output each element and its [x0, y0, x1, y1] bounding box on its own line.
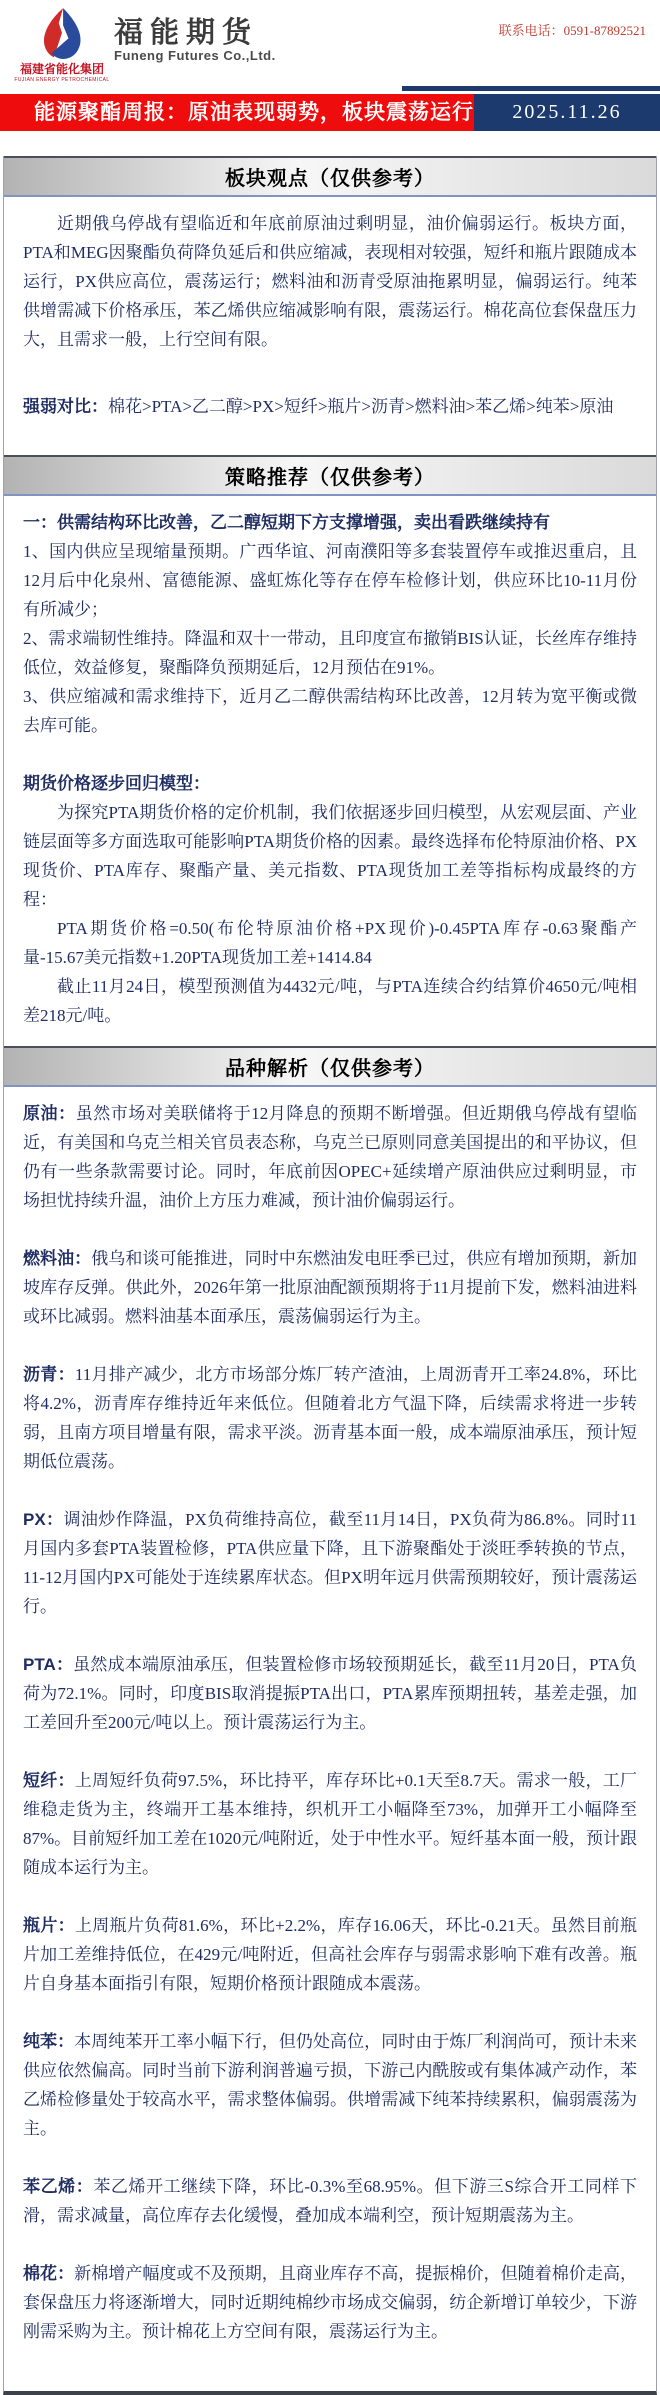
section-title-variety: 品种解析（仅供参考）: [4, 1046, 656, 1087]
variety-item-px: [23, 1505, 637, 1621]
variety-label: 短纤：: [23, 1771, 75, 1790]
variety-label: 瓶片：: [23, 1916, 75, 1935]
strength-label: 强弱对比：: [23, 397, 108, 416]
company-logo: [0, 0, 660, 83]
strategy-point-1: 1、国内供应呈现缩量预期。广西华谊、河南濮阳等多套装置停车或推迟重启，且12月后中化泉州、富德能源、盛虹炼化等存在停车检修计划，供应环比10-11月份有所减少；: [23, 542, 637, 619]
report-header: [0, 0, 660, 86]
group-name-en: FUJIAN ENERGY PETROCHEMICAL: [14, 77, 110, 83]
model-intro: 为探究PTA期货价格的定价机制，我们依据逐步回归模型，从宏观层面、产业链层面等多方面选取可能影响PTA期货价格的因素。最终选择布伦特原油价格、PX现货价、PTA库存、聚酯产量、美元指数、PTA现货加工差等指标构成最终的方程：: [23, 803, 637, 909]
report-body: [3, 156, 657, 2395]
company-name-block: [114, 6, 276, 63]
variety-label: PX：: [23, 1510, 64, 1529]
variety-label: 沥青：: [23, 1365, 75, 1384]
variety-item-cotton: [23, 2259, 637, 2346]
contact-phone: 联系电话：0591-87892521: [498, 23, 646, 38]
report-title: 能源聚酯周报：原油表现弱势，板块震荡运行: [0, 94, 474, 131]
board-view-paragraph: 近期俄乌停战有望临近和年底前原油过剩明显，油价偏弱运行。板块方面，PTA和MEG因聚酯负荷降负延后和供应缩减，表现相对较强，短纤和瓶片跟随成本运行，PX供应高位，震荡运行；燃料油和沥青受原油拖累明显，偏弱运行。纯苯供增需减下价格承压，苯乙烯供应缩减影响有限，震荡运行。棉花高位套保盘压力大，且需求一般，上行空间有限。: [23, 214, 637, 349]
company-name-en: Funeng Futures Co.,Ltd.: [114, 48, 276, 63]
variety-item-styrene: [23, 2172, 637, 2230]
variety-label: 燃料油：: [23, 1249, 92, 1268]
flame-n-icon: [35, 6, 89, 62]
variety-text: 虽然成本端原油承压，但装置检修市场较预期延长，截至11月20日，PTA负荷为72.1%。同时，印度BIS取消提振PTA出口，PTA累库预期扭转，基差走强，加工差回升至200元/吨以上。预计震荡运行为主。: [23, 1655, 637, 1732]
spacer: [0, 131, 660, 156]
strength-comparison: [23, 392, 637, 421]
strength-value: 棉花>PTA>乙二醇>PX>短纤>瓶片>沥青>燃料油>苯乙烯>纯苯>原油: [108, 397, 614, 416]
variety-item-short-fiber: [23, 1766, 637, 1882]
title-banner: [0, 94, 660, 131]
variety-item-benzene: [23, 2027, 637, 2143]
variety-text: 11月排产减少，北方市场部分炼厂转产渣油，上周沥青开工率24.8%，环比将4.2%，沥青库存维持近年来低位。但随着北方气温下降，后续需求将进一步转弱，且南方项目增量有限，需求平淡。沥青基本面一般，成本端原油承压，预计短期低位震荡。: [23, 1365, 638, 1471]
company-name: 福能期货: [114, 17, 259, 49]
strategy-heading: 一：供需结构环比改善，乙二醇短期下方支撑增强，卖出看跌继续持有: [23, 513, 550, 532]
variety-item-crude-oil: [23, 1099, 637, 1215]
variety-label: PTA：: [23, 1655, 74, 1674]
section-variety: [4, 1087, 656, 2391]
logo-block: [16, 6, 108, 83]
variety-text: 上周瓶片负荷81.6%，环比+2.2%，库存16.06天，环比-0.21天。虽然目前瓶片加工差维持低位，在429元/吨附近，但高社会库存与弱需求影响下难有改善。瓶片自身基本面指引有限，短期价格预计跟随成本震荡。: [23, 1916, 638, 1993]
strategy-point-3: 3、供应缩减和需求维持下，近月乙二醇供需结构环比改善，12月转为宽平衡或微去库可能。: [23, 687, 637, 735]
variety-text: 调油炒作降温，PX负荷维持高位，截至11月14日，PX负荷为86.8%。同时11月国内多套PTA装置检修，PTA供应量下降，且下游聚酯处于淡旺季转换的节点，11-12月国内PX可能处于连续累库状态。但PX明年远月供需预期较好，预计震荡运行。: [23, 1510, 637, 1616]
model-heading: 期货价格逐步回归模型：: [23, 774, 210, 793]
section-board-view: [4, 197, 656, 455]
variety-text: 虽然市场对美联储将于12月降息的预期不断增强。但近期俄乌停战有望临近，有美国和乌克兰相关官员表态称，乌克兰已原则同意美国提出的和平协议，但仍有一些条款需要讨论。同时，年底前因OPEC+延续增产原油供应过剩明显，市场担忧持续升温，油价上方压力难减，预计油价偏弱运行。: [23, 1104, 638, 1210]
variety-item-fuel-oil: [23, 1244, 637, 1331]
model-result: 截止11月24日，模型预测值为4432元/吨，与PTA连续合约结算价4650元/吨相差218元/吨。: [23, 977, 637, 1025]
variety-label: 原油：: [23, 1104, 76, 1123]
report-date: 2025.11.26: [474, 94, 660, 131]
section-title-strategy: 策略推荐（仅供参考）: [4, 455, 656, 496]
variety-text: 上周短纤负荷97.5%，环比持平，库存环比+0.1天至8.7天。需求一般，工厂维稳走货为主，终端开工基本维持，织机开工小幅降至73%，加弹开工小幅降至87%。目前短纤加工差在1020元/吨附近，处于中性水平。短纤基本面一般，预计跟随成本运行为主。: [23, 1771, 637, 1877]
variety-item-bottle-chip: [23, 1911, 637, 1998]
variety-item-bitumen: [23, 1360, 637, 1476]
variety-text: 俄乌和谈可能推进，同时中东燃油发电旺季已过，供应有增加预期，新加坡库存反弹。供此外，2026年第一批原油配额预期将于11月提前下发，燃料油进料或环比减弱。燃料油基本面承压，震荡偏弱运行为主。: [23, 1249, 638, 1326]
section-strategy: [4, 496, 656, 1046]
variety-label: 纯苯：: [23, 2032, 75, 2051]
section-title-board-view: 板块观点（仅供参考）: [4, 156, 656, 197]
variety-item-pta: [23, 1650, 637, 1737]
strategy-point-2: 2、需求端韧性维持。降温和双十一带动，且印度宣布撤销BIS认证，长丝库存维持低位，效益修复，聚酯降负预期延后，12月预估在91%。: [23, 629, 637, 677]
model-formula: PTA期货价格=0.50(布伦特原油价格+PX现价)-0.45PTA库存-0.63聚酯产量-15.67美元指数+1.20PTA现货加工差+1414.84: [23, 919, 637, 967]
variety-text: 新棉增产幅度或不及预期，且商业库存不高，提振棉价，但随着棉价走高，套保盘压力将逐渐增大，同时近期纯棉纱市场成交偏弱，纺企新增订单较少，下游刚需采购为主。预计棉花上方空间有限，震荡运行为主。: [23, 2264, 637, 2341]
variety-text: 本周纯苯开工率小幅下行，但仍处高位，同时由于炼厂利润尚可，预计未来供应依然偏高。同时当前下游利润普遍亏损，下游己内酰胺或有集体减产动作，苯乙烯检修量处于较高水平，需求整体偏弱。供增需减下纯苯持续累积，偏弱震荡为主。: [23, 2032, 637, 2138]
variety-label: 苯乙烯：: [23, 2177, 94, 2196]
group-name: 福建省能化集团: [19, 62, 104, 76]
variety-text: 苯乙烯开工继续下降，环比-0.3%至68.95%。但下游三S综合开工同样下滑，需求减量，高位库存去化缓慢，叠加成本端利空，预计短期震荡为主。: [23, 2177, 638, 2225]
variety-label: 棉花：: [23, 2264, 75, 2283]
